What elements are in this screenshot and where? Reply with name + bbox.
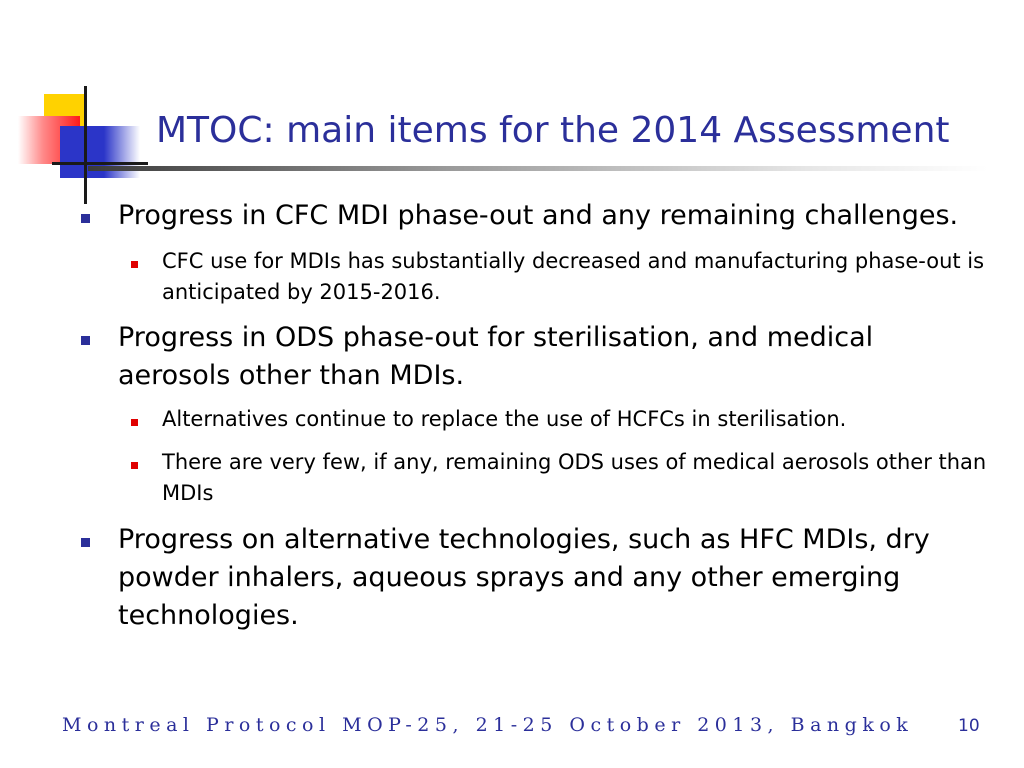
title-underline: [88, 166, 988, 171]
logo-vertical-line: [84, 86, 87, 204]
slide-footer: Montreal Protocol MOP-25, 21-25 October 2013, Bangkok: [62, 714, 914, 736]
sub-bullet-square-icon: [131, 462, 138, 469]
bullet-square-icon: [81, 214, 90, 223]
page-number: 10: [958, 716, 980, 736]
bullet-item-3: Progress on alternative technologies, such as HFC MDIs, dry powder inhalers, aqueous sprays and any other emerging technologies.: [118, 524, 930, 631]
bullet-item-2: Progress in ODS phase-out for sterilisation, and medical aerosols other than MDIs.: [118, 322, 874, 391]
sub-bullet-square-icon: [131, 419, 138, 426]
sub-bullet-item-2-2: There are very few, if any, remaining ODS uses of medical aerosols other than MDIs: [162, 450, 987, 505]
sub-bullet-item-2-1: Alternatives continue to replace the use of HCFCs in sterilisation.: [162, 407, 847, 431]
bullet-square-icon: [81, 336, 90, 345]
bullet-square-icon: [81, 538, 90, 547]
logo-horizontal-line: [52, 162, 148, 165]
bullet-item-1: Progress in CFC MDI phase-out and any remaining challenges.: [118, 200, 959, 231]
slide-title: MTOC: main items for the 2014 Assessment: [156, 110, 950, 151]
slide-logo-decoration: [18, 86, 148, 206]
sub-bullet-square-icon: [131, 261, 138, 268]
sub-bullet-item-1-1: CFC use for MDIs has substantially decreased and manufacturing phase-out is anticipated by 2015-2016.: [162, 249, 985, 304]
